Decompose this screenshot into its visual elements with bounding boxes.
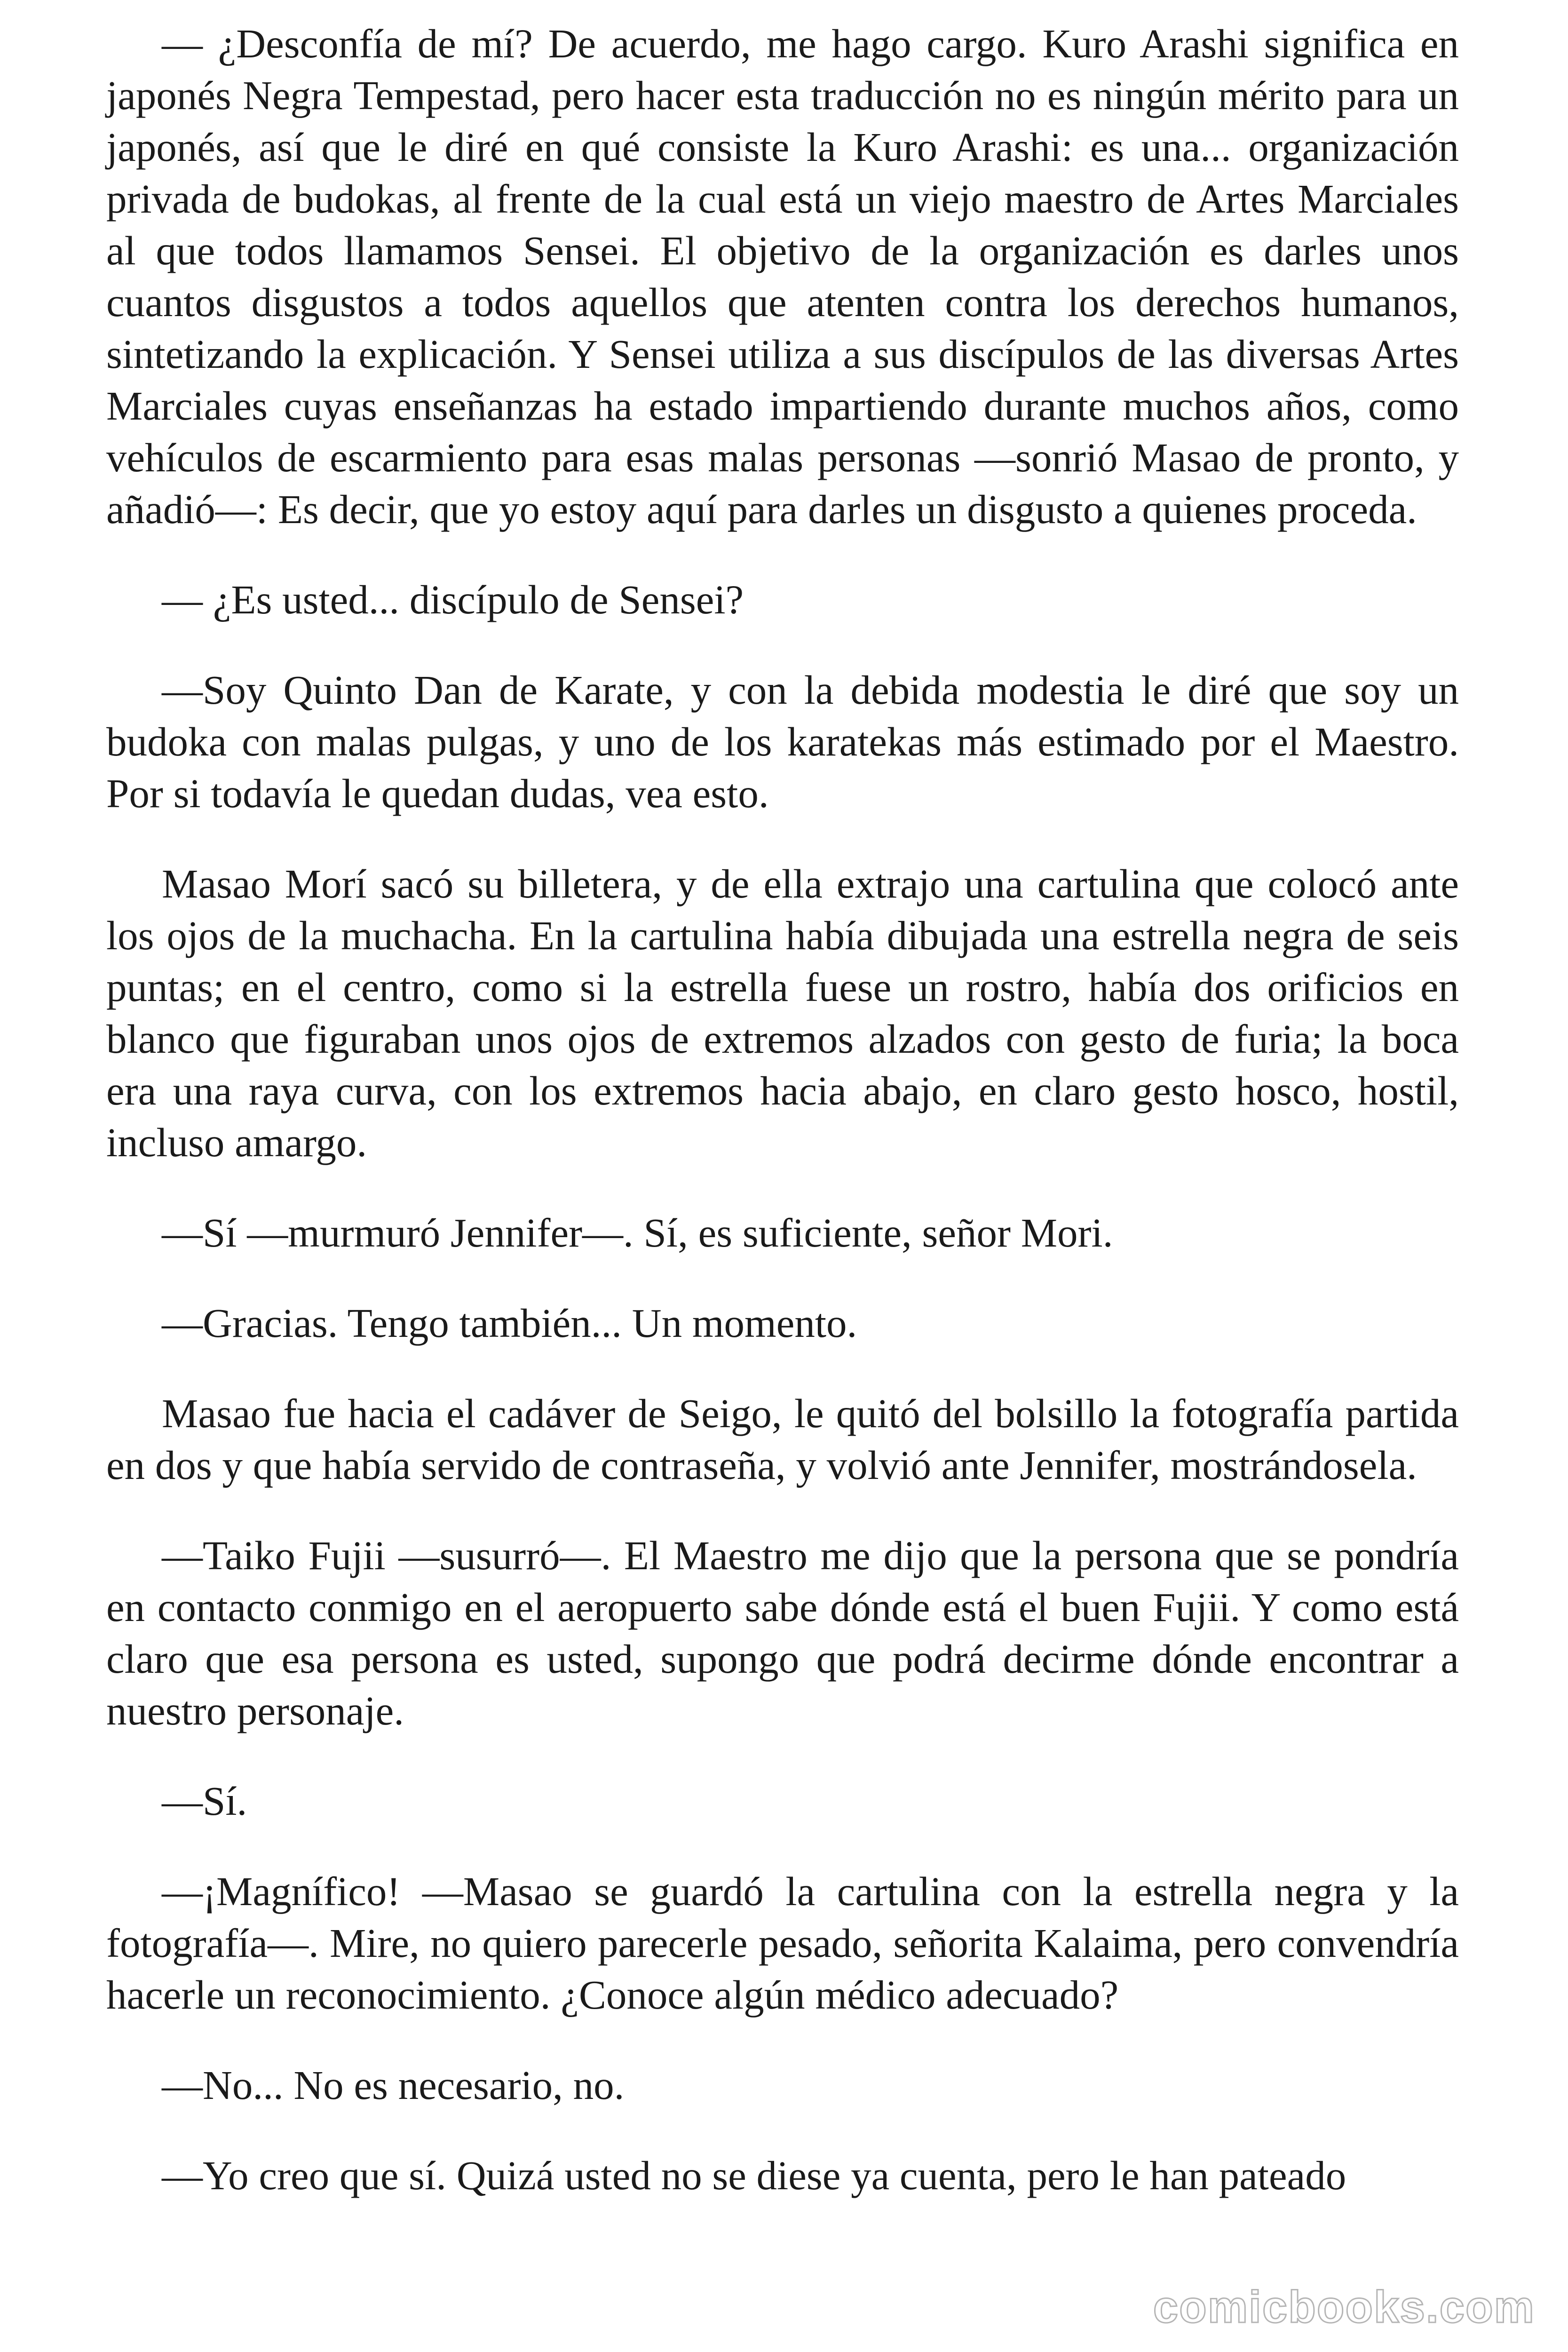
paragraph: —¡Magnífico! —Masao se guardó la cartulina con la estrella negra y la fotografía—. Mire, no quiero parecerle pesado, señorita Kalaima, pero convendría hacerle un reconocimiento. ¿Conoce algún médico adecuado? <box>106 1868 1459 2018</box>
paragraph: —Yo creo que sí. Quizá usted no se diese ya cuenta, pero le han pateado <box>162 2153 1346 2198</box>
paragraph: — ¿Es usted... discípulo de Sensei? <box>162 577 744 622</box>
paragraph: —Taiko Fujii —susurró—. El Maestro me dijo que la persona que se pondría en contacto conmigo en el aeropuerto sabe dónde está el buen Fujii. Y como está claro que esa persona es usted, supongo que podrá decirme dónde encontrar a nuestro personaje. <box>106 1533 1459 1733</box>
paragraph: —Gracias. Tengo también... Un momento. <box>162 1300 857 1346</box>
paragraph: —Sí. <box>162 1778 247 1824</box>
paragraph: — ¿Desconfía de mí? De acuerdo, me hago cargo. Kuro Arashi significa en japonés Negra Tempestad, pero hacer esta traducción no es ningún mérito para un japonés, así que le diré en qué consiste la Kuro Arashi: es una... organización privada de budokas, al frente de la cual está un viejo maestro de Artes Marciales al que todos llamamos Sensei. El objetivo de la organización es darles unos cuantos disgustos a todos aquellos que atenten contra los derechos humanos, sintetizando la explicación. Y Sensei utiliza a sus discípulos de las diversas Artes Marciales cuyas enseñanzas ha estado impartiendo durante muchos años, como vehículos de escarmiento para esas malas personas —sonrió Masao de pronto, y añadió—: Es decir, que yo estoy aquí para darles un disgusto a quienes proceda. <box>106 21 1459 532</box>
paragraph: —No... No es necesario, no. <box>162 2062 625 2108</box>
paragraph: Masao fue hacia el cadáver de Seigo, le quitó del bolsillo la fotografía partida en dos y que había servido de contraseña, y volvió ante Jennifer, mostrándosela. <box>106 1391 1459 1488</box>
paragraph: —Sí —murmuró Jennifer—. Sí, es suficiente, señor Mori. <box>162 1210 1113 1255</box>
paragraph: —Soy Quinto Dan de Karate, y con la debida modestia le diré que soy un budoka con malas pulgas, y uno de los karatekas más estimado por el Maestro. Por si todavía le quedan dudas, vea esto. <box>106 667 1459 816</box>
paragraph: Masao Morí sacó su billetera, y de ella extrajo una cartulina que colocó ante los ojos de la muchacha. En la cartulina había dibujada una estrella negra de seis puntas; en el centro, como si la estrella fuese un rostro, había dos orificios en blanco que figuraban unos ojos de extremos alzados con gesto de furia; la boca era una raya curva, con los extremos hacia abajo, en claro gesto hosco, hostil, incluso amargo. <box>106 861 1459 1165</box>
watermark: comicbooks.com <box>1153 2282 1535 2332</box>
body-text <box>106 18 1459 2240</box>
